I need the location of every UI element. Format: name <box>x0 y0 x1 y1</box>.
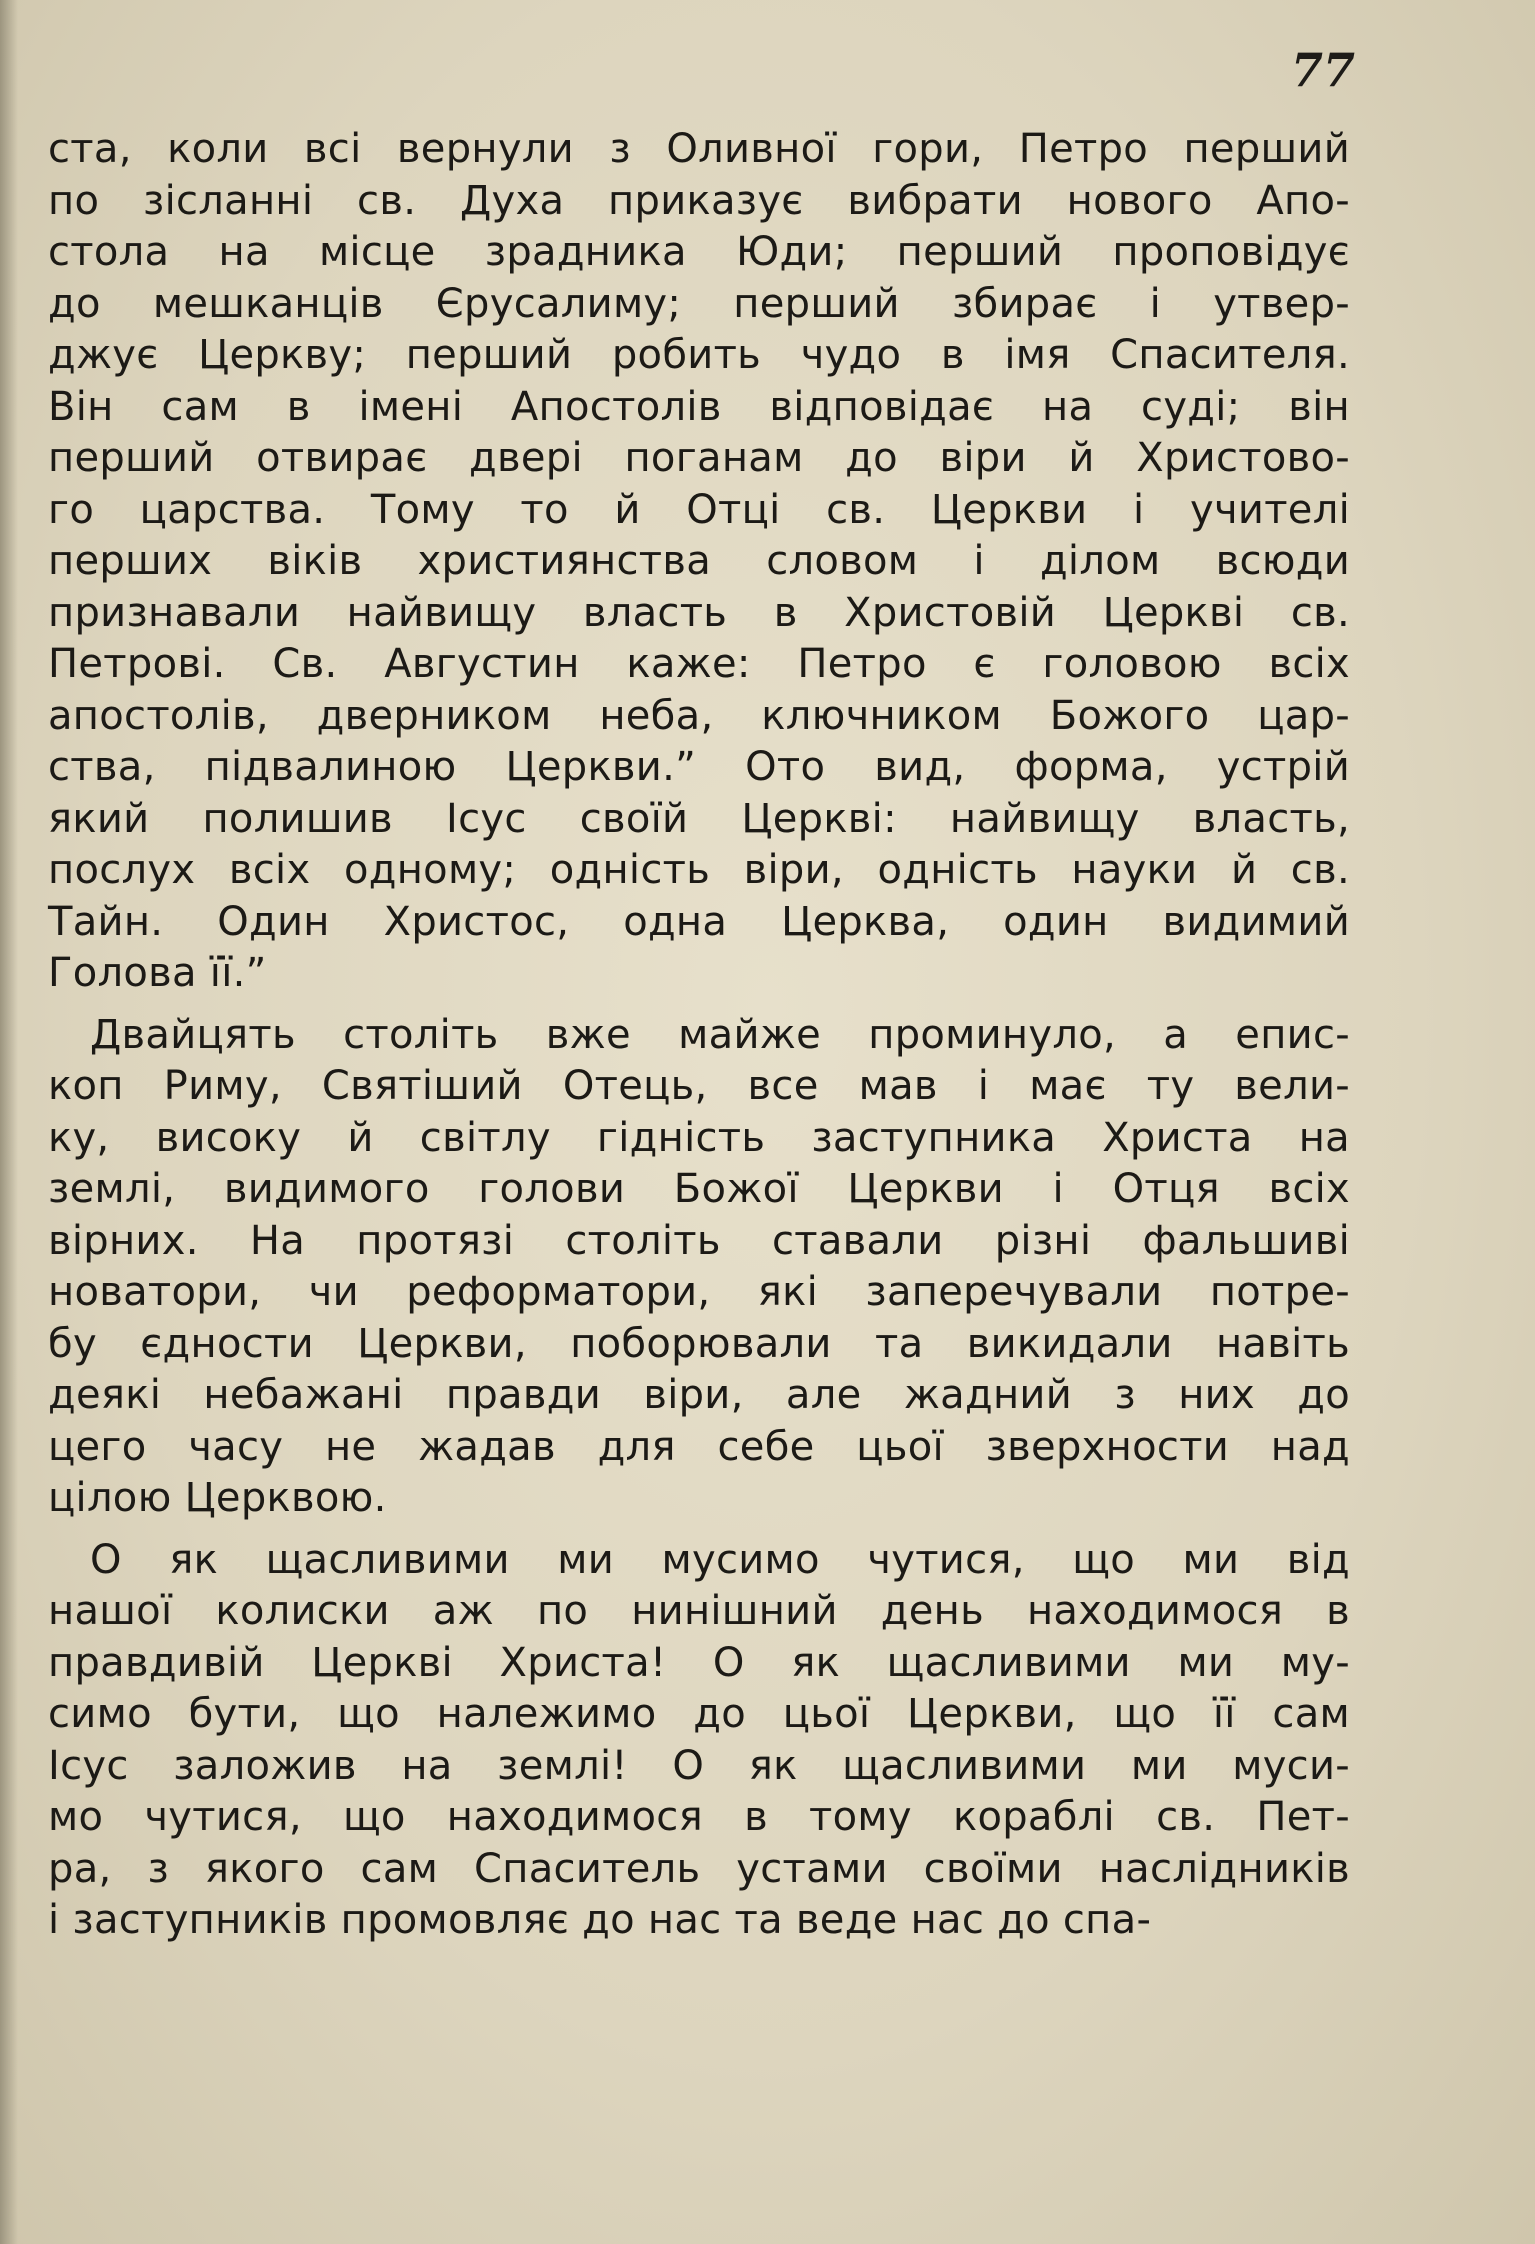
text-line: Двайцять століть вже майже проминуло, а епис- <box>90 1011 1350 1058</box>
text-line: по зісланні св. Духа приказує вибрати нового Апо- <box>48 177 1350 224</box>
text-line: симо бути, що належимо до цьої Церкви, що її сам <box>48 1691 1350 1737</box>
text-line: признавали найвищу власть в Христовій Церкві св. <box>48 589 1350 636</box>
text-line: Тайн. Один Христос, одна Церква, один видимий <box>48 898 1350 945</box>
text-line: ста, коли всі вернули з Оливної гори, Петро перший <box>48 126 1350 172</box>
text-line: джує Церкву; перший робить чудо в імя Спасителя. <box>48 332 1350 378</box>
text-line: Ісус заложив на землі! О як щасливими ми муси- <box>48 1742 1350 1789</box>
text-line: О як щасливими ми мусимо чутися, що ми від <box>90 1536 1350 1583</box>
text-line: ку, високу й світлу гідність заступника Христа на <box>48 1114 1350 1161</box>
text-line: бу єдности Церкви, поборювали та викидали навіть <box>48 1320 1350 1367</box>
text-line: і заступників промовляє до нас та веде нас до спа- <box>48 1897 1152 1943</box>
text-line: новатори, чи реформатори, які заперечували потре- <box>48 1269 1350 1315</box>
text-line: Він сам в імені Апостолів відповідає на суді; він <box>48 383 1350 430</box>
text-line: деякі небажані правди віри, але жадний з них до <box>48 1372 1350 1418</box>
text-line: апостолів, дверником неба, ключником Божого цар- <box>48 692 1350 739</box>
body-text <box>48 124 1350 1947</box>
page-edge-shadow <box>0 0 18 2244</box>
text-line: мо чутися, що находимося в тому кораблі св. Пет- <box>48 1794 1350 1840</box>
text-line: Петрові. Св. Августин каже: Петро є головою всіх <box>48 641 1350 687</box>
text-line: цілою Церквою. <box>48 1475 387 1521</box>
paragraph <box>48 1535 1350 1947</box>
text-line: Голова її.” <box>48 950 267 996</box>
text-line: го царства. Тому то й Отці св. Церкви і учителі <box>48 486 1350 533</box>
paragraph <box>48 1010 1350 1525</box>
text-line: перших віків християнства словом і ділом всюди <box>48 538 1350 584</box>
text-line: нашої колиски аж по нинішний день находимося в <box>48 1588 1350 1634</box>
text-line: до мешканців Єрусалиму; перший збирає і утвер- <box>48 280 1350 327</box>
text-line: ра, з якого сам Спаситель устами своїми наслідників <box>48 1845 1350 1892</box>
text-line: коп Риму, Святіший Отець, все мав і має ту вели- <box>48 1063 1350 1109</box>
text-line: землі, видимого голови Божої Церкви і Отця всіх <box>48 1166 1350 1212</box>
paragraph <box>48 124 1350 1000</box>
page-number: 77 <box>1290 43 1355 97</box>
text-line: ства, підвалиною Церкви.” Ото вид, форма, устрій <box>48 744 1350 790</box>
text-line: стола на місце зрадника Юди; перший проповідує <box>48 229 1350 275</box>
text-line: послух всіх одному; одність віри, одність науки й св. <box>48 847 1350 893</box>
text-line: цего часу не жадав для себе цьої зверхности над <box>48 1423 1350 1470</box>
text-line: перший отвирає двері поганам до віри й Христово- <box>48 435 1350 481</box>
text-line: правдивій Церкві Христа! О як щасливими ми му- <box>48 1639 1350 1686</box>
text-line: вірних. На протязі століть ставали різні фальшиві <box>48 1217 1350 1264</box>
text-line: який полишив Ісус своїй Церкві: найвищу власть, <box>48 795 1350 842</box>
